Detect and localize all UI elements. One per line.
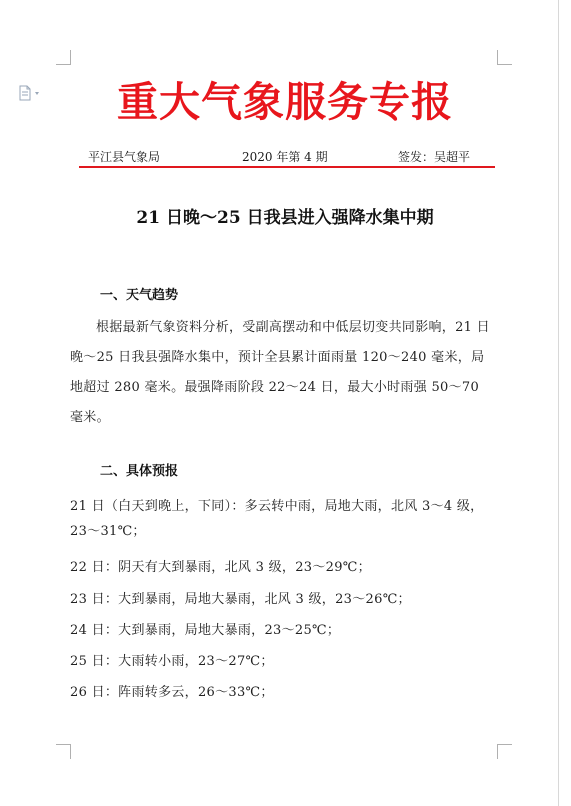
- crop-mark-bottom-left: [56, 744, 71, 759]
- article-headline: 21 日晚～25 日我县进入强降水集中期: [136, 208, 434, 228]
- section-title-trend: 一、天气趋势: [100, 288, 179, 303]
- forecast-line: 23 日：大到暴雨，局地大暴雨，北风 3 级，23～26℃；: [70, 592, 411, 607]
- document-icon[interactable]: [18, 85, 44, 101]
- issue-number: 2020 年第 4 期: [242, 150, 328, 164]
- forecast-line: 26 日：阵雨转多云，26～33℃；: [70, 685, 274, 700]
- forecast-line: 22 日：阴天有大到暴雨，北风 3 级，23～29℃；: [70, 560, 371, 575]
- issuer-label: 平江县气象局: [88, 150, 161, 164]
- forecast-line: 21 日（白天到晚上，下同）：多云转中雨，局地大雨，北风 3～4 级，23～31℃；: [70, 499, 484, 539]
- forecast-line: 25 日：大雨转小雨，23～27℃；: [70, 654, 274, 669]
- signer-label: 签发：吴超平: [398, 150, 471, 164]
- forecast-line: 24 日：大到暴雨，局地大暴雨，23～25℃；: [70, 623, 341, 638]
- trend-paragraph: 根据最新气象资料分析，受副高摆动和中低层切变共同影响，21 日晚～25 日我县强降水集中，预计全县累计面雨量 120～240 毫米，局地超过 280 毫米。最强降雨阶段 22～24 日，最大小时雨强 50～70 毫米。: [70, 320, 490, 425]
- crop-mark-top-left: [56, 50, 71, 65]
- masthead-title: 重大气象服务专报: [117, 78, 453, 126]
- crop-mark-top-right: [497, 50, 512, 65]
- section-title-forecast: 二、具体预报: [100, 464, 179, 479]
- masthead-rule: [79, 166, 495, 168]
- crop-mark-bottom-right: [497, 744, 512, 759]
